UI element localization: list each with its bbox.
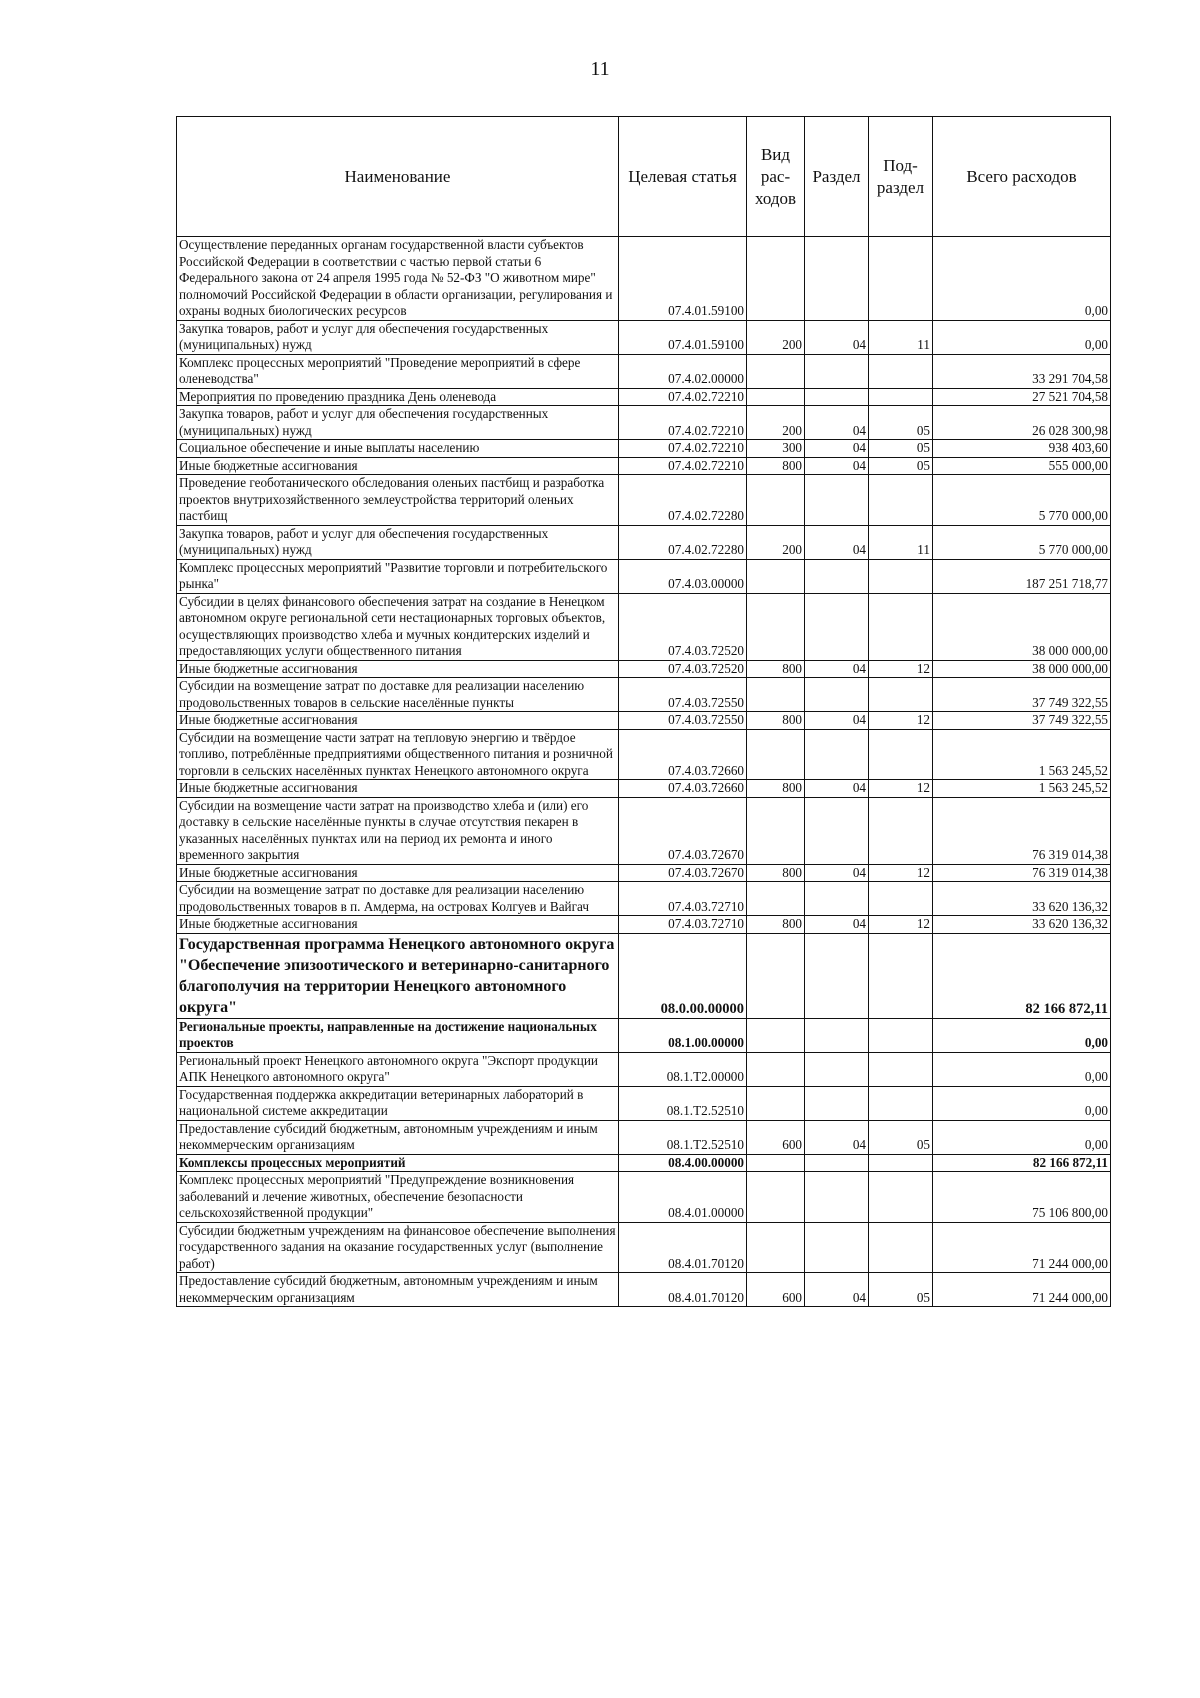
cell-target-article: 07.4.03.72670 bbox=[619, 864, 747, 882]
cell-expense-kind bbox=[747, 1018, 805, 1052]
cell-total: 0,00 bbox=[933, 1120, 1111, 1154]
cell-total: 82 166 872,11 bbox=[933, 1154, 1111, 1172]
cell-subsection bbox=[869, 1222, 933, 1273]
cell-section: 04 bbox=[805, 1120, 869, 1154]
cell-name: Предоставление субсидий бюджетным, автономным учреждениям и иным некоммерческим организациям bbox=[177, 1273, 619, 1307]
cell-section: 04 bbox=[805, 440, 869, 458]
table-row bbox=[177, 1018, 1111, 1052]
cell-subsection bbox=[869, 933, 933, 1018]
cell-section bbox=[805, 678, 869, 712]
cell-name: Закупка товаров, работ и услуг для обеспечения государственных (муниципальных) нужд bbox=[177, 406, 619, 440]
cell-expense-kind bbox=[747, 388, 805, 406]
cell-target-article: 07.4.03.72550 bbox=[619, 678, 747, 712]
cell-total: 1 563 245,52 bbox=[933, 780, 1111, 798]
cell-section bbox=[805, 1052, 869, 1086]
cell-expense-kind: 200 bbox=[747, 320, 805, 354]
cell-expense-kind: 800 bbox=[747, 780, 805, 798]
cell-total: 37 749 322,55 bbox=[933, 712, 1111, 730]
cell-subsection: 12 bbox=[869, 916, 933, 934]
cell-expense-kind bbox=[747, 559, 805, 593]
cell-target-article: 08.1.00.00000 bbox=[619, 1018, 747, 1052]
cell-expense-kind: 200 bbox=[747, 406, 805, 440]
cell-section: 04 bbox=[805, 712, 869, 730]
cell-subsection bbox=[869, 1154, 933, 1172]
cell-name: Осуществление переданных органам государственной власти субъектов Российской Федерации в соответствии с частью первой статьи 6 Федерального закона от 24 апреля 1995 года № 52-ФЗ "О животном мире" полномочий Российской Федерации в области организации, регулирования и охраны водных биологических ресурсов bbox=[177, 237, 619, 321]
cell-expense-kind: 200 bbox=[747, 525, 805, 559]
cell-total: 38 000 000,00 bbox=[933, 660, 1111, 678]
cell-section bbox=[805, 797, 869, 864]
cell-expense-kind bbox=[747, 475, 805, 526]
table-row bbox=[177, 1120, 1111, 1154]
cell-name: Иные бюджетные ассигнования bbox=[177, 780, 619, 798]
cell-target-article: 07.4.02.72210 bbox=[619, 440, 747, 458]
cell-total: 938 403,60 bbox=[933, 440, 1111, 458]
cell-total: 76 319 014,38 bbox=[933, 864, 1111, 882]
table-row bbox=[177, 593, 1111, 660]
cell-section bbox=[805, 1086, 869, 1120]
cell-subsection: 05 bbox=[869, 1273, 933, 1307]
cell-target-article: 07.4.02.72280 bbox=[619, 475, 747, 526]
page-number: 11 bbox=[590, 58, 610, 80]
cell-expense-kind bbox=[747, 729, 805, 780]
cell-section bbox=[805, 559, 869, 593]
cell-total: 0,00 bbox=[933, 320, 1111, 354]
cell-section bbox=[805, 933, 869, 1018]
cell-total: 75 106 800,00 bbox=[933, 1172, 1111, 1223]
table-row bbox=[177, 525, 1111, 559]
table-row bbox=[177, 1222, 1111, 1273]
cell-subsection bbox=[869, 1018, 933, 1052]
cell-name: Субсидии в целях финансового обеспечения затрат на создание в Ненецком автономном округе региональной сети нестационарных торговых объектов, осуществляющих производство хлеба и мучных кондитерских изделий и предоставляющих услуги общественного питания bbox=[177, 593, 619, 660]
header-row bbox=[177, 117, 1111, 237]
table-row bbox=[177, 882, 1111, 916]
table-row bbox=[177, 780, 1111, 798]
cell-target-article: 08.4.01.70120 bbox=[619, 1222, 747, 1273]
cell-expense-kind: 800 bbox=[747, 660, 805, 678]
cell-total: 555 000,00 bbox=[933, 457, 1111, 475]
cell-name: Субсидии на возмещение части затрат на производство хлеба и (или) его доставку в сельские населённые пункты в случае отсутствия пекарен в указанных населённых пунктах или на период их ремонта и иного временного закрытия bbox=[177, 797, 619, 864]
table-row bbox=[177, 1172, 1111, 1223]
cell-subsection: 12 bbox=[869, 780, 933, 798]
cell-expense-kind bbox=[747, 797, 805, 864]
cell-subsection bbox=[869, 354, 933, 388]
cell-subsection bbox=[869, 388, 933, 406]
cell-target-article: 08.4.01.70120 bbox=[619, 1273, 747, 1307]
cell-name: Закупка товаров, работ и услуг для обеспечения государственных (муниципальных) нужд bbox=[177, 320, 619, 354]
cell-total: 37 749 322,55 bbox=[933, 678, 1111, 712]
cell-expense-kind: 800 bbox=[747, 712, 805, 730]
cell-total: 33 620 136,32 bbox=[933, 882, 1111, 916]
cell-target-article: 07.4.03.72710 bbox=[619, 916, 747, 934]
cell-expense-kind bbox=[747, 1052, 805, 1086]
cell-section: 04 bbox=[805, 864, 869, 882]
cell-target-article: 08.0.00.00000 bbox=[619, 933, 747, 1018]
table-row bbox=[177, 864, 1111, 882]
cell-name: Комплекс процессных мероприятий "Развитие торговли и потребительского рынка" bbox=[177, 559, 619, 593]
cell-expense-kind bbox=[747, 933, 805, 1018]
cell-name: Социальное обеспечение и иные выплаты населению bbox=[177, 440, 619, 458]
cell-name: Комплексы процессных мероприятий bbox=[177, 1154, 619, 1172]
cell-expense-kind: 300 bbox=[747, 440, 805, 458]
cell-name: Субсидии бюджетным учреждениям на финансовое обеспечение выполнения государственного задания на оказание государственных услуг (выполнение работ) bbox=[177, 1222, 619, 1273]
cell-section bbox=[805, 1154, 869, 1172]
cell-expense-kind bbox=[747, 354, 805, 388]
cell-subsection: 11 bbox=[869, 525, 933, 559]
cell-subsection bbox=[869, 237, 933, 321]
cell-section bbox=[805, 729, 869, 780]
cell-target-article: 07.4.02.00000 bbox=[619, 354, 747, 388]
cell-expense-kind bbox=[747, 882, 805, 916]
cell-total: 0,00 bbox=[933, 237, 1111, 321]
cell-target-article: 07.4.03.72520 bbox=[619, 593, 747, 660]
cell-subsection: 12 bbox=[869, 864, 933, 882]
cell-section bbox=[805, 354, 869, 388]
cell-subsection: 05 bbox=[869, 440, 933, 458]
cell-name: Мероприятия по проведению праздника День оленевода bbox=[177, 388, 619, 406]
table-row bbox=[177, 797, 1111, 864]
cell-name: Комплекс процессных мероприятий "Предупреждение возникновения заболеваний и лечение животных, обеспечение безопасности сельскохозяйственной продукции" bbox=[177, 1172, 619, 1223]
table-row bbox=[177, 1052, 1111, 1086]
cell-section bbox=[805, 882, 869, 916]
cell-name: Государственная программа Ненецкого автономного округа "Обеспечение эпизоотического и ветеринарно-санитарного благополучия на территории Ненецкого автономного округа" bbox=[177, 933, 619, 1018]
cell-total: 187 251 718,77 bbox=[933, 559, 1111, 593]
cell-target-article: 07.4.03.72520 bbox=[619, 660, 747, 678]
table-row bbox=[177, 712, 1111, 730]
table-row bbox=[177, 320, 1111, 354]
table-row bbox=[177, 237, 1111, 321]
cell-total: 82 166 872,11 bbox=[933, 933, 1111, 1018]
cell-subsection bbox=[869, 593, 933, 660]
cell-target-article: 08.1.Т2.52510 bbox=[619, 1120, 747, 1154]
header-section: Раздел bbox=[805, 117, 869, 237]
table-row bbox=[177, 1273, 1111, 1307]
cell-subsection: 05 bbox=[869, 406, 933, 440]
cell-subsection bbox=[869, 882, 933, 916]
cell-target-article: 07.4.03.72660 bbox=[619, 780, 747, 798]
cell-expense-kind: 800 bbox=[747, 457, 805, 475]
cell-section bbox=[805, 593, 869, 660]
cell-subsection bbox=[869, 1052, 933, 1086]
cell-target-article: 07.4.03.72660 bbox=[619, 729, 747, 780]
cell-target-article: 08.1.Т2.52510 bbox=[619, 1086, 747, 1120]
cell-total: 27 521 704,58 bbox=[933, 388, 1111, 406]
cell-total: 33 291 704,58 bbox=[933, 354, 1111, 388]
cell-expense-kind: 800 bbox=[747, 916, 805, 934]
cell-subsection bbox=[869, 678, 933, 712]
cell-total: 0,00 bbox=[933, 1018, 1111, 1052]
header-name: Наименование bbox=[177, 117, 619, 237]
cell-name: Субсидии на возмещение затрат по доставке для реализации населению продовольственных товаров в п. Амдерма, на островах Колгуев и Вайгач bbox=[177, 882, 619, 916]
cell-section: 04 bbox=[805, 916, 869, 934]
cell-total: 76 319 014,38 bbox=[933, 797, 1111, 864]
cell-name: Закупка товаров, работ и услуг для обеспечения государственных (муниципальных) нужд bbox=[177, 525, 619, 559]
cell-total: 1 563 245,52 bbox=[933, 729, 1111, 780]
cell-total: 26 028 300,98 bbox=[933, 406, 1111, 440]
cell-name: Предоставление субсидий бюджетным, автономным учреждениям и иным некоммерческим организациям bbox=[177, 1120, 619, 1154]
cell-target-article: 07.4.02.72280 bbox=[619, 525, 747, 559]
cell-section bbox=[805, 1172, 869, 1223]
cell-subsection bbox=[869, 559, 933, 593]
cell-subsection bbox=[869, 1172, 933, 1223]
table-row bbox=[177, 440, 1111, 458]
cell-name: Иные бюджетные ассигнования bbox=[177, 864, 619, 882]
cell-subsection: 12 bbox=[869, 660, 933, 678]
cell-section: 04 bbox=[805, 525, 869, 559]
cell-target-article: 07.4.03.72550 bbox=[619, 712, 747, 730]
table-row bbox=[177, 475, 1111, 526]
table-row bbox=[177, 1154, 1111, 1172]
cell-expense-kind bbox=[747, 237, 805, 321]
table-row bbox=[177, 1086, 1111, 1120]
header-total: Всего расходов bbox=[933, 117, 1111, 237]
cell-name: Иные бюджетные ассигнования bbox=[177, 457, 619, 475]
cell-total: 0,00 bbox=[933, 1052, 1111, 1086]
cell-section bbox=[805, 388, 869, 406]
table-row bbox=[177, 406, 1111, 440]
cell-total: 38 000 000,00 bbox=[933, 593, 1111, 660]
cell-expense-kind: 600 bbox=[747, 1273, 805, 1307]
cell-total: 71 244 000,00 bbox=[933, 1222, 1111, 1273]
cell-name: Комплекс процессных мероприятий "Проведение мероприятий в сфере оленеводства" bbox=[177, 354, 619, 388]
cell-target-article: 08.4.01.00000 bbox=[619, 1172, 747, 1223]
cell-target-article: 07.4.03.00000 bbox=[619, 559, 747, 593]
table-row bbox=[177, 388, 1111, 406]
cell-target-article: 07.4.03.72670 bbox=[619, 797, 747, 864]
cell-target-article: 07.4.02.72210 bbox=[619, 388, 747, 406]
cell-section bbox=[805, 237, 869, 321]
cell-target-article: 07.4.02.72210 bbox=[619, 406, 747, 440]
cell-total: 71 244 000,00 bbox=[933, 1273, 1111, 1307]
table-body bbox=[177, 237, 1111, 1307]
cell-section: 04 bbox=[805, 780, 869, 798]
cell-name: Субсидии на возмещение затрат по доставке для реализации населению продовольственных товаров в сельские населённые пункты bbox=[177, 678, 619, 712]
cell-total: 33 620 136,32 bbox=[933, 916, 1111, 934]
cell-name: Государственная поддержка аккредитации ветеринарных лабораторий в национальной системе аккредитации bbox=[177, 1086, 619, 1120]
cell-expense-kind bbox=[747, 1172, 805, 1223]
table-row bbox=[177, 457, 1111, 475]
table-row bbox=[177, 933, 1111, 1018]
cell-total: 5 770 000,00 bbox=[933, 525, 1111, 559]
cell-expense-kind: 600 bbox=[747, 1120, 805, 1154]
cell-expense-kind bbox=[747, 1086, 805, 1120]
table-row bbox=[177, 660, 1111, 678]
cell-subsection bbox=[869, 729, 933, 780]
cell-name: Проведение геоботанического обследования оленьих пастбищ и разработка проектов внутрихозяйственного землеустройства территорий оленьих пастбищ bbox=[177, 475, 619, 526]
cell-subsection bbox=[869, 1086, 933, 1120]
cell-expense-kind bbox=[747, 1222, 805, 1273]
table-row bbox=[177, 916, 1111, 934]
cell-section: 04 bbox=[805, 320, 869, 354]
cell-subsection: 05 bbox=[869, 457, 933, 475]
cell-name: Региональный проект Ненецкого автономного округа "Экспорт продукции АПК Ненецкого автономного округа" bbox=[177, 1052, 619, 1086]
cell-target-article: 07.4.03.72710 bbox=[619, 882, 747, 916]
cell-name: Региональные проекты, направленные на достижение национальных проектов bbox=[177, 1018, 619, 1052]
cell-subsection: 12 bbox=[869, 712, 933, 730]
cell-section bbox=[805, 1018, 869, 1052]
cell-name: Иные бюджетные ассигнования bbox=[177, 916, 619, 934]
cell-subsection: 11 bbox=[869, 320, 933, 354]
budget-table bbox=[176, 116, 1111, 1307]
cell-target-article: 07.4.01.59100 bbox=[619, 237, 747, 321]
cell-section: 04 bbox=[805, 1273, 869, 1307]
table-row bbox=[177, 678, 1111, 712]
cell-name: Иные бюджетные ассигнования bbox=[177, 712, 619, 730]
cell-section: 04 bbox=[805, 660, 869, 678]
cell-target-article: 07.4.01.59100 bbox=[619, 320, 747, 354]
cell-subsection bbox=[869, 797, 933, 864]
cell-section: 04 bbox=[805, 406, 869, 440]
cell-section bbox=[805, 1222, 869, 1273]
header-subsection: Под-раздел bbox=[869, 117, 933, 237]
cell-total: 5 770 000,00 bbox=[933, 475, 1111, 526]
cell-section: 04 bbox=[805, 457, 869, 475]
table-row bbox=[177, 354, 1111, 388]
cell-total: 0,00 bbox=[933, 1086, 1111, 1120]
cell-section bbox=[805, 475, 869, 526]
table-row bbox=[177, 559, 1111, 593]
cell-name: Субсидии на возмещение части затрат на тепловую энергию и твёрдое топливо, потреблённые предприятиями общественного питания и розничной торговли в сельских населённых пунктах Ненецкого автономного округа bbox=[177, 729, 619, 780]
cell-subsection bbox=[869, 475, 933, 526]
cell-subsection: 05 bbox=[869, 1120, 933, 1154]
header-expense-kind: Вид рас-ходов bbox=[747, 117, 805, 237]
cell-expense-kind: 800 bbox=[747, 864, 805, 882]
cell-expense-kind bbox=[747, 593, 805, 660]
cell-expense-kind bbox=[747, 1154, 805, 1172]
cell-name: Иные бюджетные ассигнования bbox=[177, 660, 619, 678]
cell-target-article: 08.4.00.00000 bbox=[619, 1154, 747, 1172]
cell-target-article: 07.4.02.72210 bbox=[619, 457, 747, 475]
header-target-article: Целевая статья bbox=[619, 117, 747, 237]
table-row bbox=[177, 729, 1111, 780]
cell-expense-kind bbox=[747, 678, 805, 712]
cell-target-article: 08.1.Т2.00000 bbox=[619, 1052, 747, 1086]
